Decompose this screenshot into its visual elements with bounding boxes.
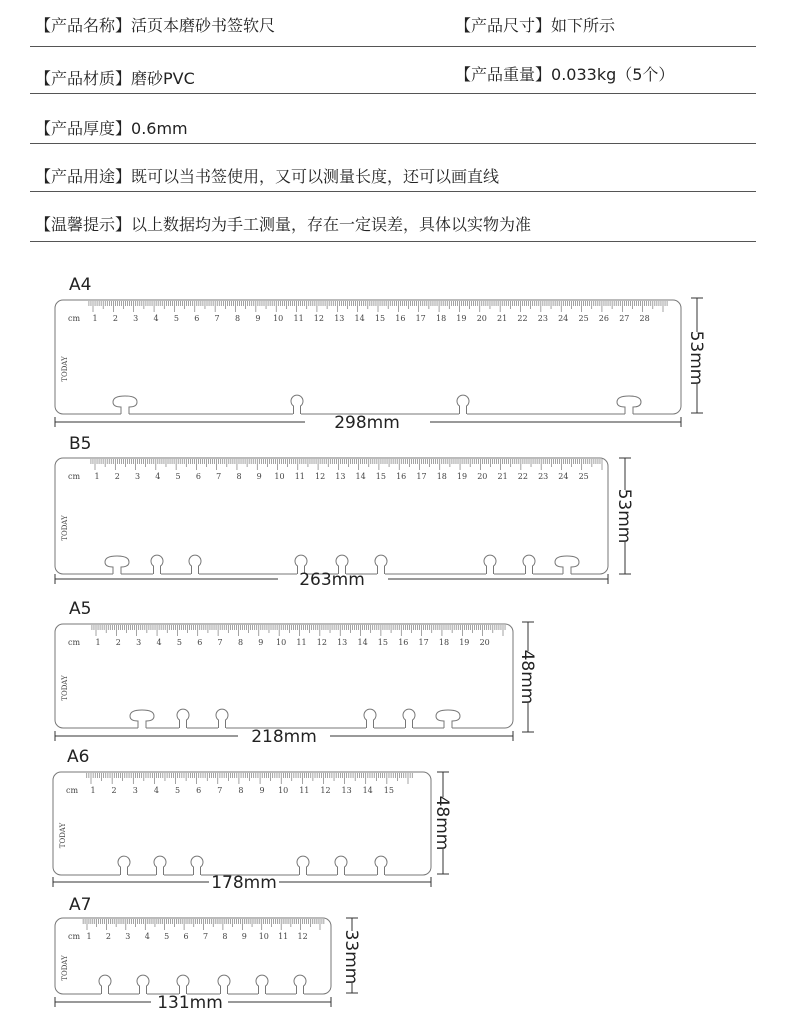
ruler-cm-label: 14 <box>354 314 365 323</box>
ruler-cm-label: 15 <box>383 786 394 795</box>
ruler-cm-label: 19 <box>456 472 468 481</box>
ruler-b5 <box>55 434 634 590</box>
spec-key: 【温馨提示】 <box>35 215 132 234</box>
ruler-cm-label: 15 <box>374 314 386 323</box>
ruler-cm-label: 14 <box>355 472 366 481</box>
ruler-cm-label: 5 <box>164 932 170 941</box>
ruler-cm-label: 10 <box>278 786 289 795</box>
ruler-cm-label: 8 <box>222 932 228 941</box>
ruler-cm-label: 4 <box>144 932 150 941</box>
ruler-cm-label: 6 <box>196 786 202 795</box>
width-label: 218mm <box>251 727 317 747</box>
spec-value: 如下所示 <box>551 16 616 35</box>
ruler-cm-label: 9 <box>241 932 247 941</box>
width-label: 178mm <box>211 873 277 893</box>
ruler-cm-label: 11 <box>278 932 289 941</box>
ruler-cm-label: 10 <box>273 314 284 323</box>
ruler-cm-label: 17 <box>416 472 427 481</box>
ruler-cm-label: 18 <box>438 638 450 647</box>
ruler-brand-text: TODAY <box>61 675 69 701</box>
ruler-cm-label: 10 <box>276 638 287 647</box>
ruler-cm-label: 4 <box>153 314 159 323</box>
ruler-cm-label: 2 <box>115 638 121 647</box>
ruler-cm-label: 12 <box>320 786 331 795</box>
spec-key: 【产品用途】 <box>35 167 132 186</box>
spec-key: 【产品重量】 <box>455 65 552 84</box>
ruler-cm-label: 11 <box>296 638 307 647</box>
ruler-cm-label: 22 <box>517 472 528 481</box>
height-label: 48mm <box>432 795 452 851</box>
ruler-cm-label: 10 <box>274 472 285 481</box>
ruler-cm-label: 11 <box>299 786 310 795</box>
ruler-cm-label: 1 <box>92 314 98 323</box>
ruler-size-name: B5 <box>69 434 92 454</box>
ruler-size-name: A4 <box>69 275 92 295</box>
ruler-cm-label: 7 <box>214 314 220 323</box>
spec-key: 【产品名称】 <box>35 16 132 35</box>
ruler-cm-label: 16 <box>395 314 406 323</box>
ruler-cm-label: 6 <box>183 932 189 941</box>
ruler-cm-label: 12 <box>297 932 308 941</box>
ruler-cm-label: 20 <box>476 314 487 323</box>
ruler-cm-label: 4 <box>155 472 161 481</box>
ruler-cm-label: 24 <box>558 314 569 323</box>
ruler-cm-label: 8 <box>234 314 241 323</box>
height-label: 53mm <box>686 330 706 386</box>
ruler-cm-label: 19 <box>459 638 470 647</box>
ruler-unit-label: cm <box>68 638 81 647</box>
ruler-cm-label: 13 <box>334 314 345 323</box>
ruler-unit-label: cm <box>68 472 81 481</box>
ruler-cm-label: 12 <box>316 638 327 647</box>
ruler-cm-label: 14 <box>362 786 373 795</box>
ruler-cm-label: 15 <box>375 472 386 481</box>
ruler-cm-label: 15 <box>377 638 388 647</box>
ruler-cm-label: 25 <box>578 472 589 481</box>
width-label: 298mm <box>334 413 400 433</box>
ruler-cm-label: 8 <box>238 786 244 795</box>
ruler-cm-label: 1 <box>94 472 100 481</box>
ruler-cm-label: 9 <box>259 786 265 795</box>
ruler-cm-label: 7 <box>217 786 223 795</box>
spec-key: 【产品厚度】 <box>35 119 132 138</box>
ruler-body <box>55 918 331 994</box>
ruler-cm-label: 2 <box>114 472 120 481</box>
ruler-cm-label: 1 <box>90 786 96 795</box>
ruler-cm-label: 2 <box>112 314 118 323</box>
spec-key: 【产品材质】 <box>35 69 132 88</box>
width-label: 263mm <box>299 570 365 590</box>
ruler-cm-label: 22 <box>517 314 528 323</box>
ruler-cm-label: 3 <box>135 472 141 481</box>
ruler-size-name: A6 <box>67 747 90 767</box>
ruler-cm-label: 25 <box>578 314 589 323</box>
ruler-cm-label: 13 <box>341 786 352 795</box>
ruler-a7 <box>55 895 361 1013</box>
ruler-cm-label: 17 <box>418 638 429 647</box>
ruler-cm-label: 2 <box>111 786 117 795</box>
ruler-cm-label: 3 <box>136 638 142 647</box>
ruler-cm-label: 18 <box>436 472 447 481</box>
ruler-cm-label: 4 <box>153 786 159 795</box>
ruler-cm-label: 11 <box>294 472 305 481</box>
ruler-a5 <box>55 599 537 747</box>
ruler-cm-label: 20 <box>477 472 488 481</box>
ruler-cm-label: 3 <box>133 314 139 323</box>
ruler-cm-label: 5 <box>174 786 181 795</box>
ruler-cm-label: 1 <box>95 638 101 647</box>
ruler-cm-label: 3 <box>125 932 131 941</box>
spec-value: 磨砂PVC <box>131 69 195 88</box>
ruler-size-name: A7 <box>69 895 92 915</box>
ruler-cm-label: 9 <box>256 472 262 481</box>
ruler-cm-label: 16 <box>396 472 407 481</box>
ruler-cm-label: 10 <box>258 932 269 941</box>
ruler-cm-label: 8 <box>236 472 242 481</box>
ruler-cm-label: 6 <box>194 314 200 323</box>
ruler-cm-label: 6 <box>195 472 201 481</box>
ruler-cm-label: 7 <box>217 638 223 647</box>
ruler-cm-label: 13 <box>335 472 346 481</box>
spec-value: 既可以当书签使用，又可以测量长度，还可以画直线 <box>131 167 500 186</box>
height-label: 48mm <box>517 649 537 705</box>
ruler-cm-label: 16 <box>398 638 409 647</box>
spec-value: 活页本磨砂书签软尺 <box>131 16 276 35</box>
ruler-cm-label: 9 <box>258 638 264 647</box>
ruler-cm-label: 7 <box>216 472 222 481</box>
height-label: 33mm <box>341 929 361 985</box>
ruler-cm-label: 12 <box>313 314 324 323</box>
spec-value: 0.033kg（5个） <box>551 65 675 84</box>
ruler-brand-text: TODAY <box>61 955 69 981</box>
ruler-cm-label: 11 <box>293 314 304 323</box>
ruler-brand-text: TODAY <box>61 515 69 541</box>
ruler-a4 <box>55 275 706 433</box>
spec-value: 以上数据均为手工测量，存在一定误差，具体以实物为准 <box>131 215 532 234</box>
ruler-unit-label: cm <box>68 932 81 941</box>
ruler-a6 <box>53 747 452 893</box>
ruler-brand-text: TODAY <box>59 822 67 849</box>
ruler-cm-label: 8 <box>237 638 244 647</box>
ruler-cm-label: 19 <box>456 314 467 323</box>
ruler-cm-label: 24 <box>558 472 569 481</box>
ruler-cm-label: 3 <box>132 786 138 795</box>
ruler-cm-label: 27 <box>619 314 630 323</box>
ruler-unit-label: cm <box>68 314 81 323</box>
spec-value: 0.6mm <box>131 119 188 138</box>
ruler-brand-text: TODAY <box>61 356 69 382</box>
ruler-cm-label: 12 <box>315 472 326 481</box>
ruler-cm-label: 18 <box>436 314 447 323</box>
ruler-unit-label: cm <box>66 786 79 795</box>
width-label: 131mm <box>157 993 223 1013</box>
ruler-cm-label: 28 <box>639 314 650 323</box>
ruler-cm-label: 1 <box>86 932 92 941</box>
ruler-cm-label: 20 <box>479 638 490 647</box>
ruler-cm-label: 21 <box>497 472 508 481</box>
ruler-cm-label: 13 <box>337 638 348 647</box>
ruler-size-name: A5 <box>69 599 92 619</box>
ruler-cm-label: 14 <box>357 638 368 647</box>
ruler-cm-label: 23 <box>537 314 548 323</box>
ruler-cm-label: 5 <box>175 472 181 481</box>
ruler-cm-label: 7 <box>202 932 209 941</box>
ruler-cm-label: 17 <box>415 314 426 323</box>
ruler-cm-label: 5 <box>173 314 179 323</box>
ruler-cm-label: 26 <box>598 314 609 323</box>
ruler-cm-label: 4 <box>156 638 162 647</box>
ruler-cm-label: 9 <box>255 314 261 323</box>
ruler-cm-label: 2 <box>105 932 111 941</box>
spec-key: 【产品尺寸】 <box>455 16 552 35</box>
height-label: 53mm <box>614 488 634 544</box>
ruler-cm-label: 5 <box>176 638 182 647</box>
ruler-cm-label: 21 <box>497 314 508 323</box>
ruler-cm-label: 23 <box>538 472 549 481</box>
ruler-cm-label: 6 <box>197 638 203 647</box>
